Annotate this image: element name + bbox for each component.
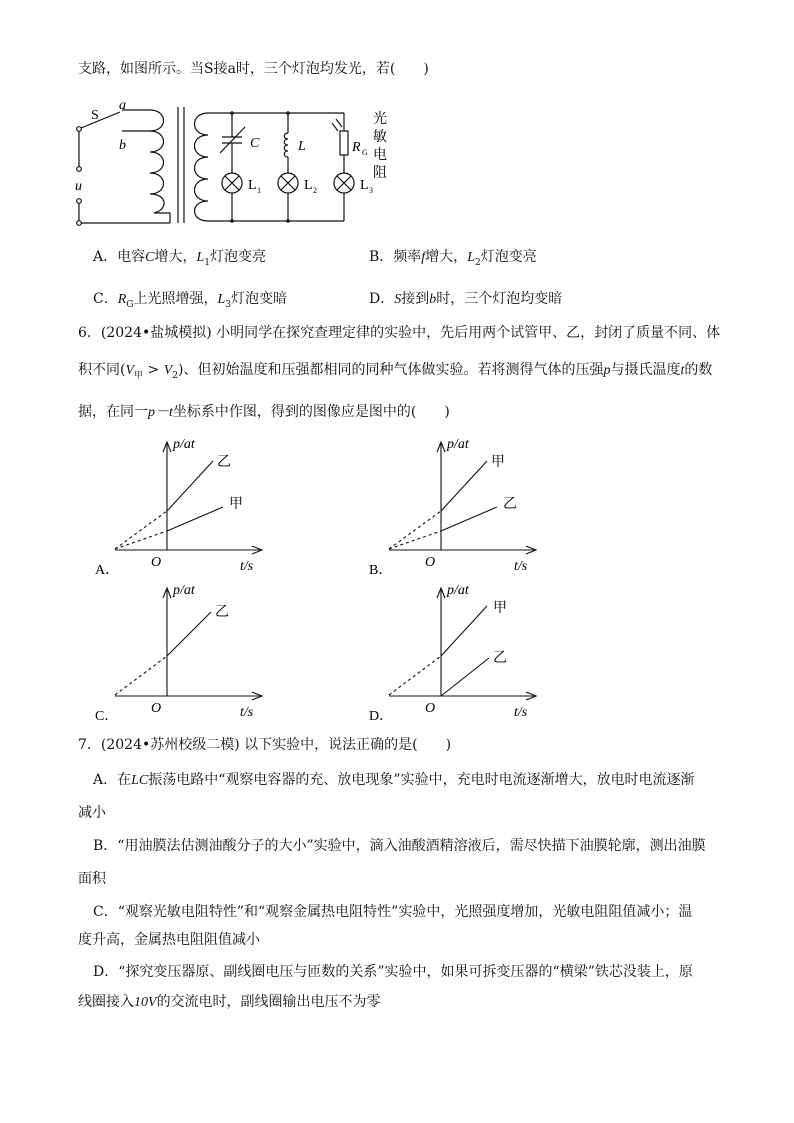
q6-line-2: 积不同$(V_甲 > V_2)$、但初始温度和压强都相同的同种气体做实验。若将测得气体的压强p与摄氏温度t的数 <box>78 362 713 381</box>
graph-option-b[interactable] <box>369 432 569 582</box>
q7-option-d-line1[interactable]: D．“探究变压器原、副线圈电压与匝数的关系”实验中，如果可拆变压器的“横梁”铁芯没装上，原 <box>93 964 693 980</box>
source-label: u <box>75 179 82 194</box>
svg-text:t/s: t/s <box>240 559 254 574</box>
svg-text:乙: 乙 <box>215 605 229 620</box>
photoresistor <box>340 131 348 155</box>
q7-stem: 7．(2024•苏州校级二模) 以下实验中，说法正确的是( ) <box>78 737 452 753</box>
inductor-coil <box>284 133 288 157</box>
dashed-lower <box>389 531 441 549</box>
line-upper <box>167 461 213 511</box>
svg-text:O: O <box>151 701 162 716</box>
svg-text:t/s: t/s <box>240 705 254 720</box>
svg-text:p/at: p/at <box>447 437 469 452</box>
svg-text:乙: 乙 <box>217 455 231 470</box>
graph-option-a[interactable] <box>95 432 295 582</box>
svg-text:O: O <box>151 555 162 570</box>
line-lower <box>441 658 489 696</box>
svg-text:A．: A． <box>95 563 120 578</box>
q6-line-3: 据，在同一p－t坐标系中作图，得到的图像应是图中的( ) <box>78 404 450 420</box>
bulb-L3-sub: 3 <box>369 186 373 195</box>
resistor-sub: G <box>362 148 368 157</box>
capacitor-label: C <box>250 136 260 151</box>
side-note-2: 敏 <box>373 130 387 145</box>
q7-option-b-line2: 面积 <box>78 871 106 887</box>
graph-option-d[interactable] <box>369 578 569 728</box>
line-lower <box>167 507 223 531</box>
bulb-L2-label: L <box>304 178 313 193</box>
terminal-bottom <box>77 221 82 226</box>
side-note-1: 光 <box>373 112 387 127</box>
terminal-a-label: a <box>119 98 126 113</box>
line-upper <box>167 612 211 656</box>
svg-text:B．: B． <box>369 563 393 578</box>
terminal-b-label: b <box>119 138 126 153</box>
q7-option-d-line2: 线圈接入10V的交流电时，副线圈输出电压不为零 <box>78 994 381 1010</box>
svg-text:p/at: p/at <box>173 583 195 598</box>
bulb-L2-sub: 2 <box>313 186 317 195</box>
bulb-L3-label: L <box>360 178 369 193</box>
q5-option-a[interactable]: A．电容C增大，$L_1$灯泡变亮 <box>93 249 266 268</box>
svg-text:甲: 甲 <box>493 601 507 616</box>
q7-option-a-line1[interactable]: A．在LC振荡电路中“观察电容器的充、放电现象”实验中，充电时电流逐渐增大，放电时电流逐渐 <box>93 772 695 788</box>
q5-stem: 支路，如图所示。当S接a时，三个灯泡均发光，若( ) <box>78 61 429 77</box>
svg-text:乙: 乙 <box>493 651 507 666</box>
svg-text:p/at: p/at <box>447 583 469 598</box>
svg-text:p/at: p/at <box>173 437 195 452</box>
circuit-diagram <box>70 95 400 230</box>
dashed-lower <box>115 531 167 549</box>
line-upper <box>441 461 487 511</box>
dashed-upper <box>389 656 441 695</box>
bulb-L1-sub: 1 <box>257 186 261 195</box>
inductor-label: L <box>298 139 306 154</box>
svg-text:D．: D． <box>369 709 394 724</box>
q7-option-a-line2: 减小 <box>78 805 106 821</box>
dashed-upper <box>115 656 167 695</box>
switch-blade <box>81 112 120 128</box>
svg-text:O: O <box>425 555 436 570</box>
svg-text:t/s: t/s <box>514 559 528 574</box>
terminal-top <box>77 127 82 132</box>
resistor-label: R <box>352 140 361 155</box>
dashed-upper <box>115 511 167 549</box>
side-note-4: 阻 <box>373 166 387 181</box>
svg-text:C．: C． <box>95 709 119 724</box>
bulb-L1-label: L <box>248 178 257 193</box>
svg-text:t/s: t/s <box>514 705 528 720</box>
line-lower <box>441 507 497 531</box>
q7-option-c-line2: 度升高，金属热电阻阻值减小 <box>78 932 260 948</box>
dashed-upper <box>389 511 441 549</box>
line-upper <box>441 606 487 656</box>
graph-option-c[interactable] <box>95 578 295 728</box>
side-note-3: 电 <box>373 148 387 163</box>
svg-text:O: O <box>425 701 436 716</box>
q7-option-c-line1[interactable]: C．“观察光敏电阻特性”和“观察金属热电阻特性”实验中，光照强度增加，光敏电阻阻值减小；温 <box>93 904 693 920</box>
svg-text:甲: 甲 <box>491 455 505 470</box>
switch-label: S <box>91 108 99 123</box>
svg-text:乙: 乙 <box>503 497 517 512</box>
svg-text:甲: 甲 <box>229 497 243 512</box>
secondary-coil <box>195 113 209 221</box>
q5-option-b[interactable]: B．频率f增大，$L_2$灯泡变亮 <box>369 249 537 268</box>
q6-line-1: 6．(2024•盐城模拟) 小明同学在探究查理定律的实验中，先后用两个试管甲、乙，封闭了质量不同、体 <box>78 325 721 341</box>
q5-option-d[interactable]: D．S接到b时，三个灯泡均变暗 <box>369 291 563 307</box>
primary-coil <box>150 110 170 223</box>
q5-option-c[interactable]: C．$R_G$上光照增强，$L_3$灯泡变暗 <box>93 291 288 310</box>
q7-option-b-line1[interactable]: B．“用油膜法估测油酸分子的大小”实验中，滴入油酸酒精溶液后，需尽快描下油膜轮廓，测出油膜 <box>93 838 706 854</box>
